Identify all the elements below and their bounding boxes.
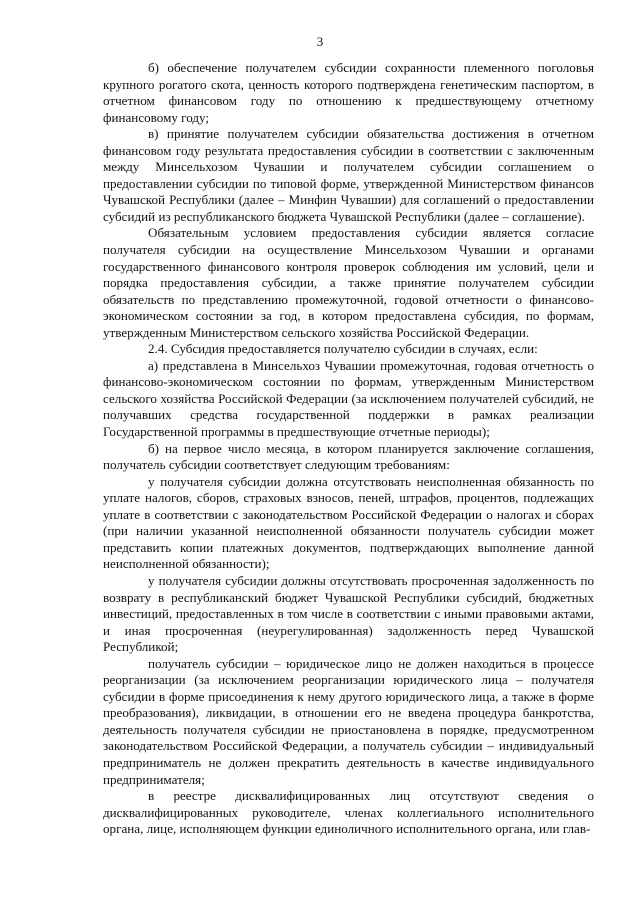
paragraph: 2.4. Субсидия предоставляется получателю субсидии в случаях, если: xyxy=(148,341,538,357)
paragraph: у получателя субсидии должна отсутствовать неисполненная обязанность по уплате налогов, сборов, страховых взносов, пеней, штрафов, процентов, подлежащих уплате в соответствии с законодательством Российской Федерации о налогах и сборах (при наличии указанной неисполненной обязанности получатель субсидии может представить копии платежных документов, подтверждающих выполнение данной неисполненной обязанности); xyxy=(103,473,594,572)
paragraph: в) принятие получателем субсидии обязательства достижения в отчетном финансовом году результата предоставления субсидии в соответствии с заключенным между Минсельхозом Чувашии и получателем субсидии соглашением о предоставлении субсидии по типовой форме, утвержденной Министерством финансов Чувашской Республики (далее – Минфин Чувашии) для соглашений о предоставлении субсидий из республиканского бюджета Чувашской Республики (далее – соглашение). xyxy=(103,126,594,224)
paragraph: а) представлена в Минсельхоз Чувашии промежуточная, годовая отчетность о финансово-экономическом состоянии по формам, утвержденным Министерством сельского хозяйства Российской Федерации (за исключением получателей субсидий, не получавших средства государственной поддержки в рамках реализации Государственной программы в предшествующие отчетные периоды); xyxy=(103,357,594,440)
paragraph: получатель субсидии – юридическое лицо не должен находиться в процессе реорганизации (за исключением реорганизации юридического лица – получателя субсидии в форме присоединения к нему другого юридического лица, а также в форме преобразования), ликвидации, в отношении его не введена процедура банкротства, деятельность получателя субсидии не приостановлена в порядке, предусмотренном законодательством Российской Федерации, а получатель субсидии – индивидуальный предприниматель не должен прекратить деятельность в качестве индивидуального предпринимателя; xyxy=(103,655,594,787)
paragraph: в реестре дисквалифицированных лиц отсутствуют сведения о дисквалифицированных руководителе, членах коллегиального исполнительного органа, лице, исполняющем функции единоличного исполнительного органа, или глав- xyxy=(103,788,594,837)
paragraph: Обязательным условием предоставления субсидии является согласие получателя субсидии на осуществление Минсельхозом Чувашии и органами государственного финансового контроля проверок соблюдения им условий, цели и порядка предоставления субсидии, а также принятие получателем субсидии обязательств по представлению промежуточной, годовой отчетности о финансово-экономическом состоянии за год, в котором предоставлена субсидия, по формам, утвержденным Министерством сельского хозяйства Российской Федерации. xyxy=(103,225,594,340)
paragraph: у получателя субсидии должны отсутствовать просроченная задолженность по возврату в республиканский бюджет Чувашской Республики субсидий, бюджетных инвестиций, предоставленных в том числе в соответствии с иными правовыми актами, и иная просроченная (неурегулированная) задолженность перед Чувашской Республикой; xyxy=(103,572,594,655)
paragraph: б) на первое число месяца, в котором планируется заключение соглашения, получатель субсидии соответствует следующим требованиям: xyxy=(103,440,594,473)
page-number: 3 xyxy=(316,34,324,49)
document-body xyxy=(103,60,594,838)
paragraph: б) обеспечение получателем субсидии сохранности племенного поголовья крупного рогатого скота, ценность которого подтверждена генетическим паспортом, в отчетном финансовом году по отношению к предшествующему отчетному финансовому году; xyxy=(103,60,594,125)
